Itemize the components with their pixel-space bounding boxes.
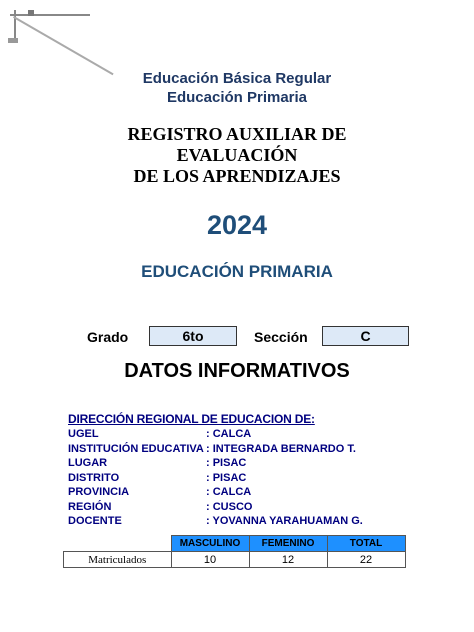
info-row-institucion [68, 442, 448, 457]
corner-mark-square [28, 10, 34, 16]
info-value: : PISAC [206, 471, 247, 484]
seccion-value: C [322, 326, 409, 346]
corner-mark-diagonal [13, 16, 114, 75]
seccion-label: Sección [254, 329, 308, 345]
matriculados-table [63, 535, 406, 568]
info-row-region [68, 500, 448, 515]
title-line-2: EVALUACIÓN [176, 145, 298, 165]
info-key: DISTRITO [68, 471, 120, 484]
info-value: : CUSCO [206, 500, 253, 513]
datos-informativos-title: DATOS INFORMATIVOS [124, 360, 350, 382]
info-key: PROVINCIA [68, 486, 130, 498]
title-line-1: REGISTRO AUXILIAR DE [127, 124, 347, 144]
table-header-femenino: FEMENINO [249, 536, 327, 552]
info-key: REGIÓN [68, 500, 112, 513]
corner-mark-horizontal [10, 14, 90, 16]
corner-mark-foot [8, 38, 18, 43]
info-key: INSTITUCIÓN EDUCATIVA [68, 442, 204, 455]
info-value: : PISAC [206, 457, 247, 469]
info-row-ugel [68, 427, 448, 442]
info-row-distrito [68, 471, 448, 486]
cell-femenino: 12 [249, 552, 327, 568]
title-line-3: DE LOS APRENDIZAJES [133, 166, 341, 186]
info-value: : INTEGRADA BERNARDO T. [206, 442, 356, 455]
info-key: LUGAR [68, 457, 108, 469]
level-heading: EDUCACIÓN PRIMARIA [141, 262, 333, 281]
info-row-provincia [68, 485, 448, 500]
dre-label: DIRECCIÓN REGIONAL DE EDUCACION DE: [68, 412, 315, 426]
info-value: : CALCA [206, 428, 252, 440]
info-value: : YOVANNA YARAHUAMAN G. [206, 515, 363, 527]
cell-total: 22 [327, 552, 405, 568]
row-label-matriculados: Matriculados [64, 552, 172, 568]
table-row [64, 552, 406, 568]
grado-value: 6to [149, 326, 237, 346]
grado-label: Grado [87, 329, 129, 345]
table-header-total: TOTAL [327, 536, 405, 552]
info-row-lugar [68, 456, 448, 471]
info-value: : CALCA [206, 486, 252, 498]
info-key: UGEL [68, 428, 99, 440]
table-header-row [64, 536, 406, 552]
header-line-1: Educación Básica Regular [142, 70, 332, 87]
table-header-blank [64, 536, 172, 552]
header-line-2: Educación Primaria [166, 89, 308, 106]
table-header-masculino: MASCULINO [171, 536, 249, 552]
info-row-docente [68, 514, 448, 529]
cell-masculino: 10 [171, 552, 249, 568]
info-key: DOCENTE [68, 515, 122, 527]
year-heading: 2024 [206, 210, 268, 240]
